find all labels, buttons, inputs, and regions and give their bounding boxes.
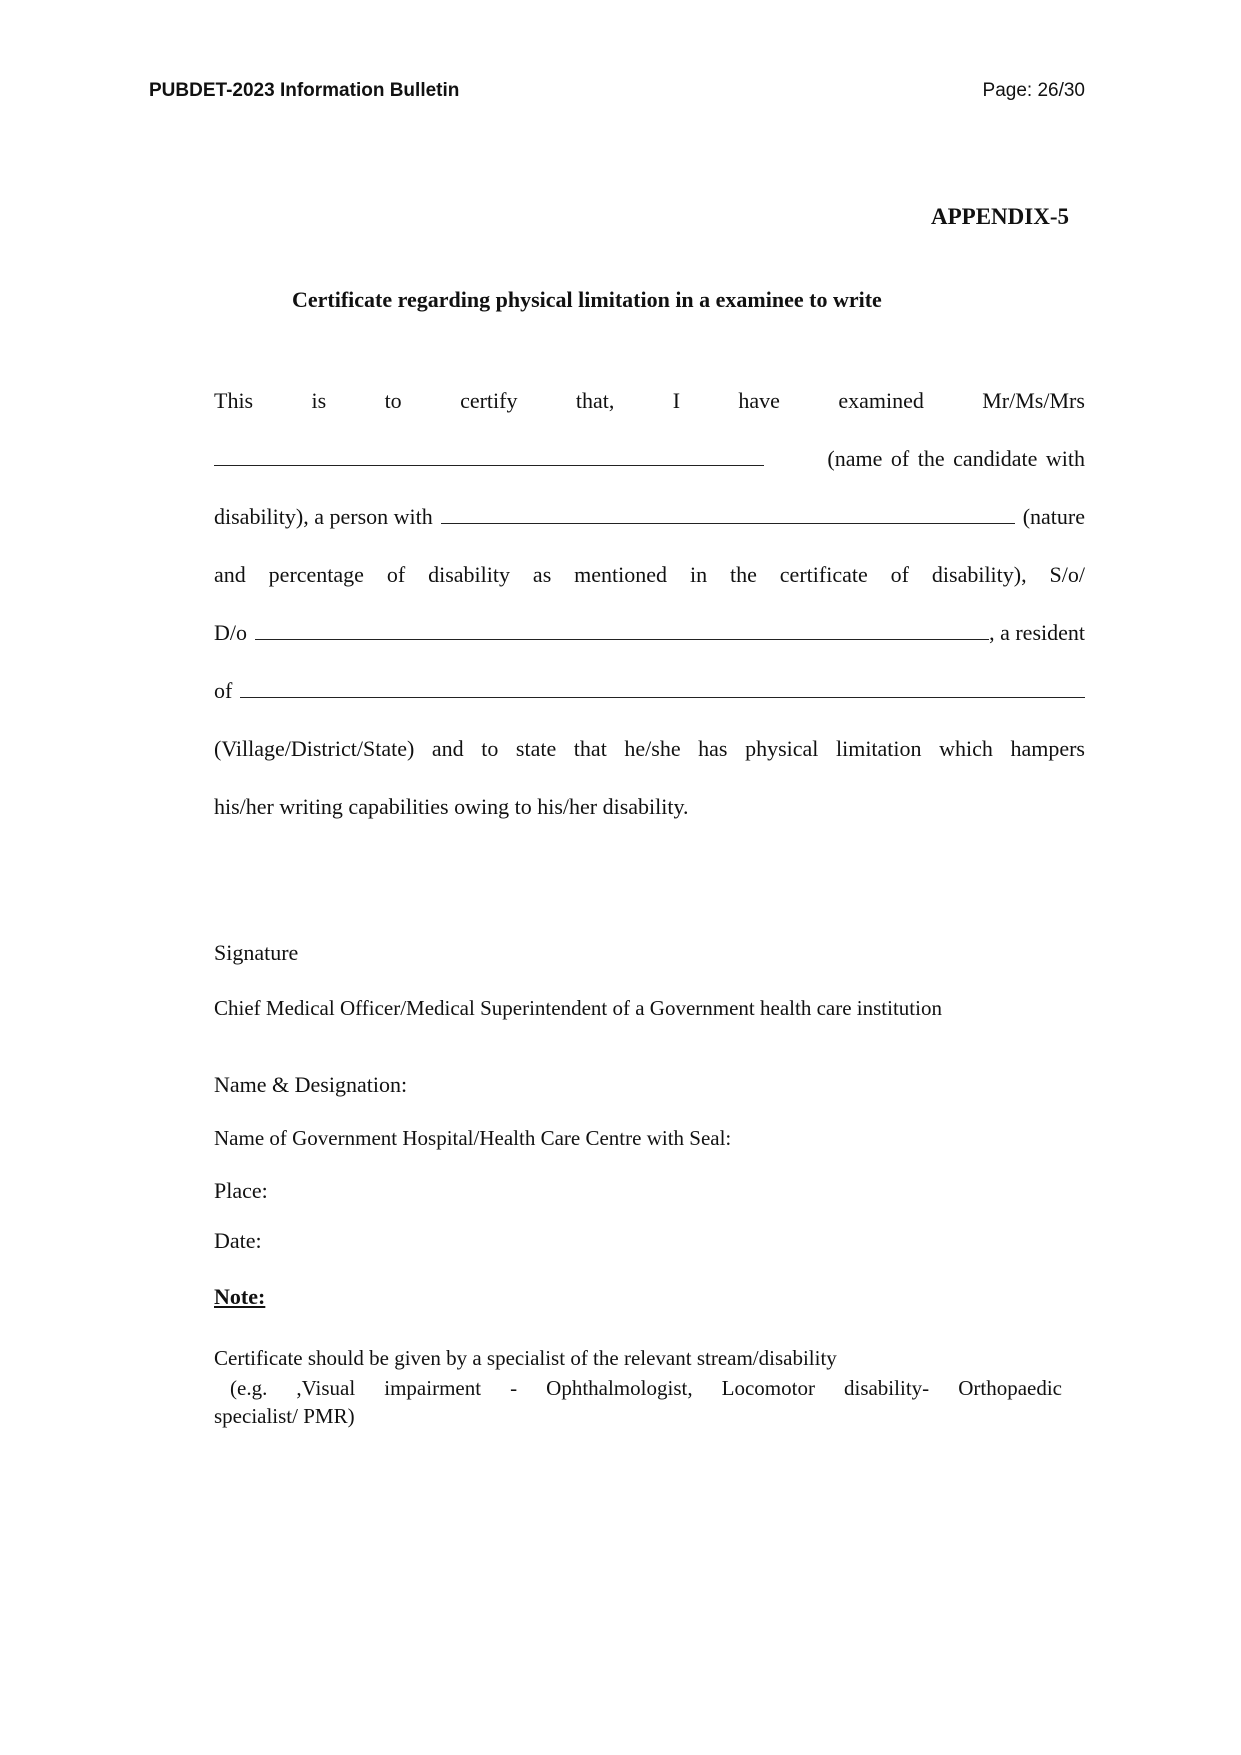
body-line-1-word: that, (575, 388, 615, 413)
body-line-3-suffix: (nature (1022, 504, 1085, 529)
note-example-words (214, 1376, 1062, 1401)
body-line-2-text: (name of the candidate with (827, 446, 1085, 471)
body-line-5-prefix: D/o (214, 620, 247, 645)
body-line-5-suffix: , a resident (989, 620, 1085, 645)
hospital-label: Name of Government Hospital/Health Care Centre with Seal: (214, 1126, 732, 1150)
body-line-1-word: examined (838, 388, 924, 413)
note-text: Certificate should be given by a specialist of the relevant stream/disability (214, 1346, 837, 1370)
body-line-2 (214, 446, 1085, 476)
residence-blank[interactable] (240, 679, 1085, 698)
note-example-word: Ophthalmologist, (546, 1376, 693, 1400)
body-line-6 (214, 678, 1085, 708)
body-line-1-word: certify (460, 388, 518, 413)
officer-designation: Chief Medical Officer/Medical Superintendent of a Government health care institution (214, 996, 942, 1020)
signature-label: Signature (214, 940, 299, 965)
appendix-label: APPENDIX-5 (931, 204, 1069, 229)
body-line-1-word: to (384, 388, 402, 413)
body-line-4-text: and percentage of disability as mentioned in the certificate of disability), S/o/ (214, 562, 1085, 587)
note-heading: Note: (214, 1284, 266, 1309)
body-line-1-word: Mr/Ms/Mrs (982, 388, 1085, 413)
body-line-3-prefix: disability), a person with (214, 504, 433, 529)
note-example-word: Locomotor (721, 1376, 815, 1400)
page-number: Page: 26/30 (982, 80, 1085, 101)
parent-name-blank[interactable] (255, 621, 989, 640)
note-example-word: (e.g. (230, 1376, 268, 1400)
name-designation-label: Name & Designation: (214, 1072, 408, 1097)
note-example (214, 1376, 1062, 1401)
body-line-7-text: (Village/District/State) and to state that he/she has physical limitation which hampers (214, 736, 1085, 761)
bulletin-header-title: PUBDET-2023 Information Bulletin (149, 80, 460, 101)
note-example-continued: specialist/ PMR) (214, 1404, 355, 1428)
note-example-word: - (510, 1376, 518, 1400)
body-line-1-word: is (311, 388, 327, 413)
body-line-1-word: This (214, 388, 254, 413)
body-line-3 (214, 504, 1085, 534)
note-example-word: Orthopaedic (958, 1376, 1062, 1400)
body-line-8 (214, 794, 1085, 824)
certificate-title: Certificate regarding physical limitation in a examinee to write (292, 287, 882, 312)
place-label: Place: (214, 1178, 268, 1203)
body-line-1-word: have (738, 388, 780, 413)
body-line-6-prefix: of (214, 678, 233, 703)
body-line-7 (214, 736, 1085, 766)
note-example-word: impairment (384, 1376, 482, 1400)
note-example-word: disability- (843, 1376, 930, 1400)
body-line-5 (214, 620, 1085, 650)
body-line-1-word: I (672, 388, 681, 413)
body-line-1 (214, 388, 1085, 418)
candidate-name-blank[interactable] (214, 447, 764, 466)
disability-nature-blank[interactable] (441, 505, 1015, 524)
note-example-word: ,Visual (296, 1376, 356, 1400)
body-line-8-text: his/her writing capabilities owing to his/her disability. (214, 794, 689, 819)
body-line-4 (214, 562, 1085, 592)
date-label: Date: (214, 1228, 262, 1253)
